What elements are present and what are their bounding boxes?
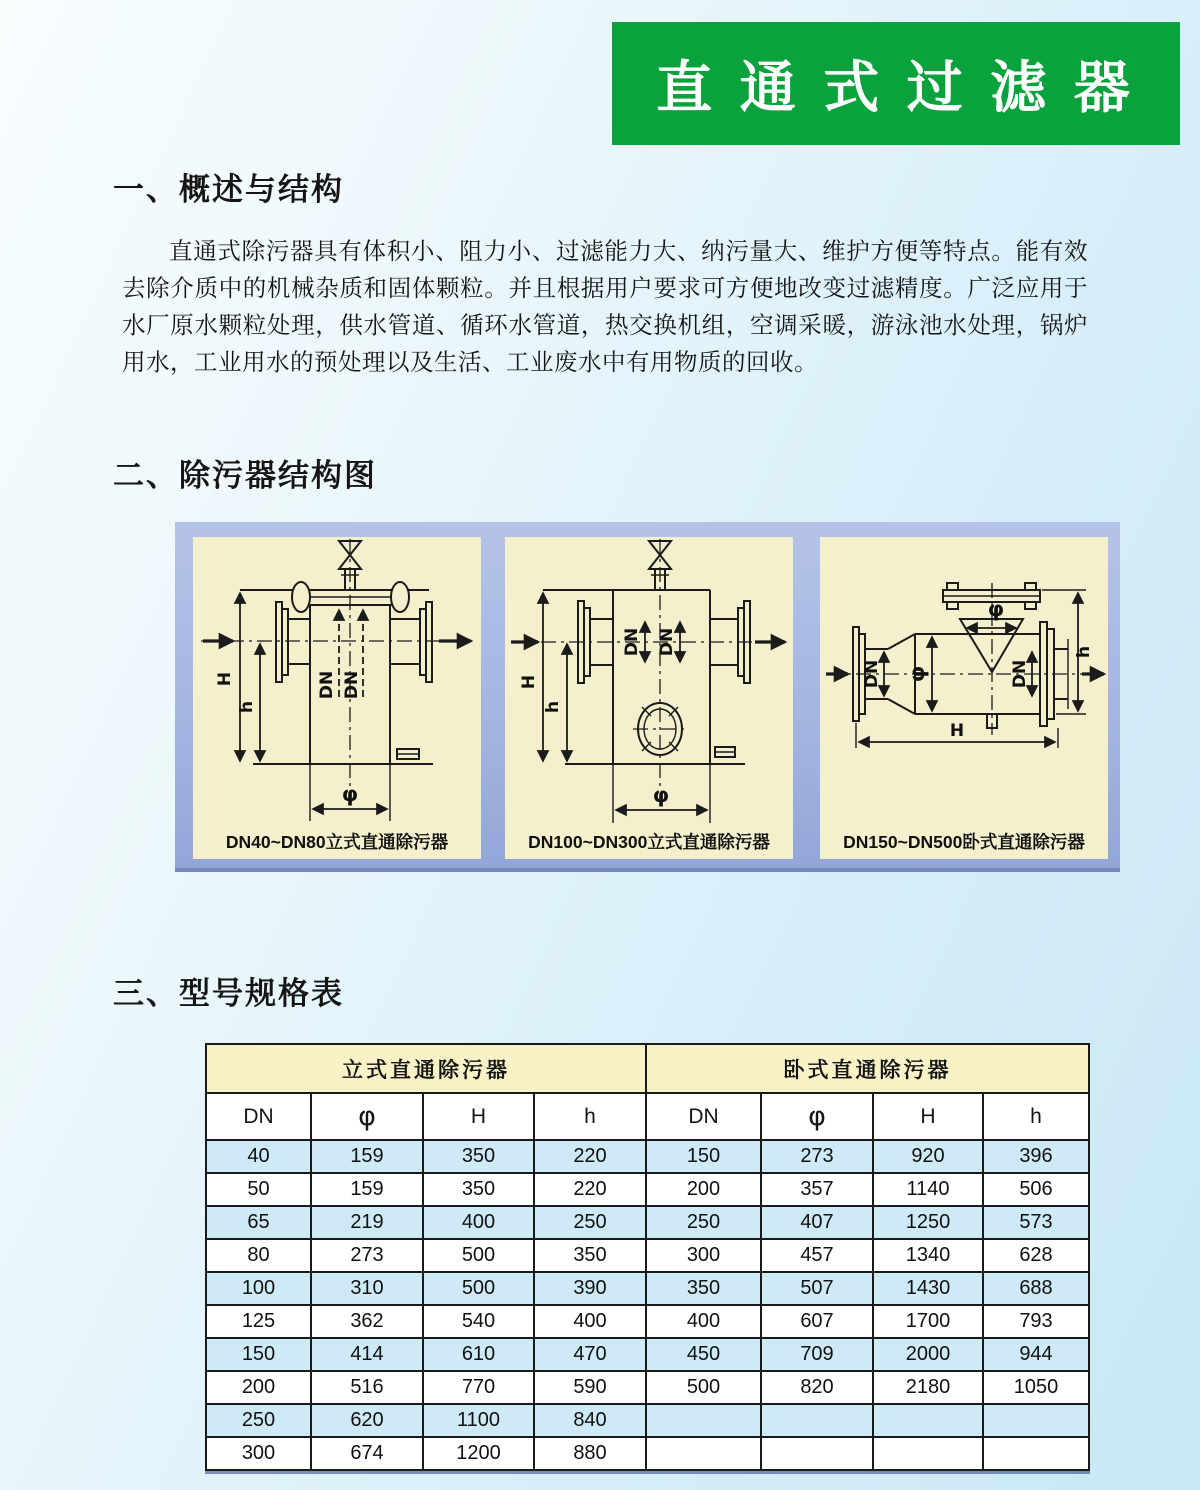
spec-table-cell: 273 [761,1140,873,1173]
spec-table-cell: 200 [646,1173,761,1206]
spec-table-cell: 2180 [873,1371,983,1404]
group-header-vertical: 立式直通除污器 [206,1044,646,1093]
spec-table-cell: 407 [761,1206,873,1239]
spec-table-cell: 516 [311,1371,423,1404]
centerlines [828,583,1102,735]
spec-table-cell: 350 [423,1140,534,1173]
spec-table-cell [646,1437,761,1470]
spec-table-cell [873,1437,983,1470]
spec-table-cell: 250 [646,1206,761,1239]
spec-table-cell: 100 [206,1272,311,1305]
spec-table-cell: 1700 [873,1305,983,1338]
spec-table-cell: 1200 [423,1437,534,1470]
dim-label-DN: DN [342,670,362,700]
dim-label-phi: φ [652,783,670,807]
section1-heading: 一、概述与结构 [113,172,344,207]
spec-table-cell: 159 [311,1140,423,1173]
spec-table-cell: 400 [534,1305,646,1338]
spec-table-cell: 1250 [873,1206,983,1239]
col-header-H: H [423,1093,534,1140]
spec-table-row [206,1437,1089,1470]
spec-table-cell: 457 [761,1239,873,1272]
spec-table-cell: 400 [646,1305,761,1338]
col-header-dn: DN [206,1093,311,1140]
table-body [206,1140,1089,1470]
dim-label-DN: DN [657,627,677,657]
spec-table-cell: 250 [534,1206,646,1239]
spec-table-cell: 159 [311,1173,423,1206]
spec-table-row [206,1404,1089,1437]
spec-table-row [206,1173,1089,1206]
spec-table-row [206,1239,1089,1272]
dim-label-DN: DN [862,659,882,689]
title-banner [612,22,1180,145]
spec-table-cell: 770 [423,1371,534,1404]
dim-label-H: H [949,721,965,741]
spec-table-cell: 150 [206,1338,311,1371]
spec-table-cell: 1430 [873,1272,983,1305]
spec-table-cell: 840 [534,1404,646,1437]
dim-label-h: h [237,700,257,714]
table-column-header-row [206,1093,1089,1140]
spec-table-cell: 540 [423,1305,534,1338]
spec-table-cell: 390 [534,1272,646,1305]
dim-label-DN: DN [317,670,337,700]
outlet-pipe-flange [390,602,432,682]
section3-heading: 三、型号规格表 [113,976,344,1011]
spec-table-cell: 150 [646,1140,761,1173]
dimension-phi [613,764,710,823]
spec-table-cell [983,1437,1089,1470]
spec-table-cell: 628 [983,1239,1089,1272]
spec-table-cell: 944 [983,1338,1089,1371]
spec-table-cell: 793 [983,1305,1089,1338]
spec-table-cell: 125 [206,1305,311,1338]
spec-table-row [206,1305,1089,1338]
spec-table-row [206,1140,1089,1173]
dimension-H [215,593,240,761]
spec-table-cell [646,1404,761,1437]
dimension-H [856,721,1058,748]
dim-label-H: H [519,674,539,690]
spec-table-cell: 500 [423,1239,534,1272]
dimension-H [519,593,543,761]
spec-table-cell [983,1404,1089,1437]
col-header-phi: φ [761,1093,873,1140]
spec-table-row [206,1338,1089,1371]
dimension-phi-body [905,637,932,711]
diagram-dn150-dn500-horizontal-strainer [820,537,1108,832]
spec-table-cell: 607 [761,1305,873,1338]
dimension-DN [317,610,363,699]
spec-table-cell: 470 [534,1338,646,1371]
spec-table-cell: 220 [534,1173,646,1206]
dim-label-H: H [215,671,235,687]
spec-table-cell: 300 [206,1437,311,1470]
spec-table-row [206,1272,1089,1305]
spec-table-cell: 573 [983,1206,1089,1239]
spec-table-cell: 357 [761,1173,873,1206]
spec-table-cell: 40 [206,1140,311,1173]
diagram-panel-dn150-dn500 [820,537,1108,859]
spec-table-cell: 507 [761,1272,873,1305]
spec-table-cell: 200 [206,1371,311,1404]
spec-table-cell: 400 [423,1206,534,1239]
spec-table-cell: 1100 [423,1404,534,1437]
structure-diagrams-panel [175,522,1120,872]
spec-table-cell: 450 [646,1338,761,1371]
dim-label-h: h [1074,645,1094,659]
strainer-body [543,590,745,764]
dimension-DN [622,622,680,662]
group-header-horizontal: 卧式直通除污器 [646,1044,1089,1093]
diagram-dn100-dn300-vertical-strainer [505,537,793,832]
spec-table-cell: 350 [646,1272,761,1305]
diagram-caption: DN100~DN300立式直通除污器 [528,832,770,852]
table-group-header-row [206,1044,1089,1093]
section2-heading: 二、除污器结构图 [113,458,377,493]
spec-table-cell: 80 [206,1239,311,1272]
overview-paragraph: 直通式除污器具有体积小、阻力小、过滤能力大、纳污量大、维护方便等特点。能有效去除介质中的机械杂质和固体颗粒。并且根据用户要求可方便地改变过滤精度。广泛应用于水厂原水颗粒处理，供水管道、循环水管道，热交换机组，空调采暖，游泳池水处理，锅炉用水，工业用水的预处理以及生活、工业废水中有用物质的回收。 [122,239,1088,376]
spec-table-cell: 350 [534,1239,646,1272]
spec-table-row [206,1371,1089,1404]
spec-table-cell [873,1404,983,1437]
spec-table-cell: 220 [534,1140,646,1173]
spec-table-cell: 880 [534,1437,646,1470]
top-flange [240,582,429,612]
inlet-pipe-flange [276,602,310,682]
spec-table-cell: 362 [311,1305,423,1338]
diagram-caption: DN150~DN500卧式直通除污器 [843,832,1085,852]
spec-table-cell: 65 [206,1206,311,1239]
page-title: 直 通 式 过 滤 器 [656,55,1136,119]
spec-table-cell: 506 [983,1173,1089,1206]
dim-label-DN: DN [1010,659,1030,689]
spec-table-cell: 709 [761,1338,873,1371]
spec-table-cell: 1140 [873,1173,983,1206]
dim-label-phi: φ [905,665,929,683]
col-header-H: H [873,1093,983,1140]
spec-table-cell: 920 [873,1140,983,1173]
dim-label-phi: φ [341,782,359,806]
spec-table-cell [761,1404,873,1437]
diagram-dn40-dn80-vertical-strainer [193,537,481,832]
spec-table-cell: 2000 [873,1338,983,1371]
spec-table-cell: 590 [534,1371,646,1404]
dimension-h [543,644,567,761]
spec-table-cell: 50 [206,1173,311,1206]
spec-table-row [206,1206,1089,1239]
dim-label-phi-screen: φ [987,597,1005,621]
spec-table-cell: 620 [311,1404,423,1437]
spec-table-cell: 273 [311,1239,423,1272]
spec-table [205,1043,1090,1471]
spec-table-cell: 500 [423,1272,534,1305]
spec-table-cell: 500 [646,1371,761,1404]
spec-table-cell: 1050 [983,1371,1089,1404]
spec-table-cell: 396 [983,1140,1089,1173]
spec-table-cell [761,1437,873,1470]
spec-table-cell: 350 [423,1173,534,1206]
spec-table-cell: 310 [311,1272,423,1305]
spec-table-cell: 250 [206,1404,311,1437]
col-header-h: h [534,1093,646,1140]
diagram-caption: DN40~DN80立式直通除污器 [225,832,449,852]
spec-table-cell: 688 [983,1272,1089,1305]
dim-label-h: h [543,700,563,714]
col-header-h: h [983,1093,1089,1140]
col-header-dn: DN [646,1093,761,1140]
spec-table-cell: 820 [761,1371,873,1404]
diagram-panel-dn40-dn80 [193,537,481,859]
diagram-panel-dn100-dn300 [505,537,793,859]
col-header-phi: φ [311,1093,423,1140]
dim-label-DN: DN [622,627,642,657]
spec-table-cell: 1340 [873,1239,983,1272]
spec-table-cell: 610 [423,1338,534,1371]
spec-table-cell: 219 [311,1206,423,1239]
spec-table-cell: 674 [311,1437,423,1470]
spec-table-cell: 414 [311,1338,423,1371]
spec-table-cell: 300 [646,1239,761,1272]
